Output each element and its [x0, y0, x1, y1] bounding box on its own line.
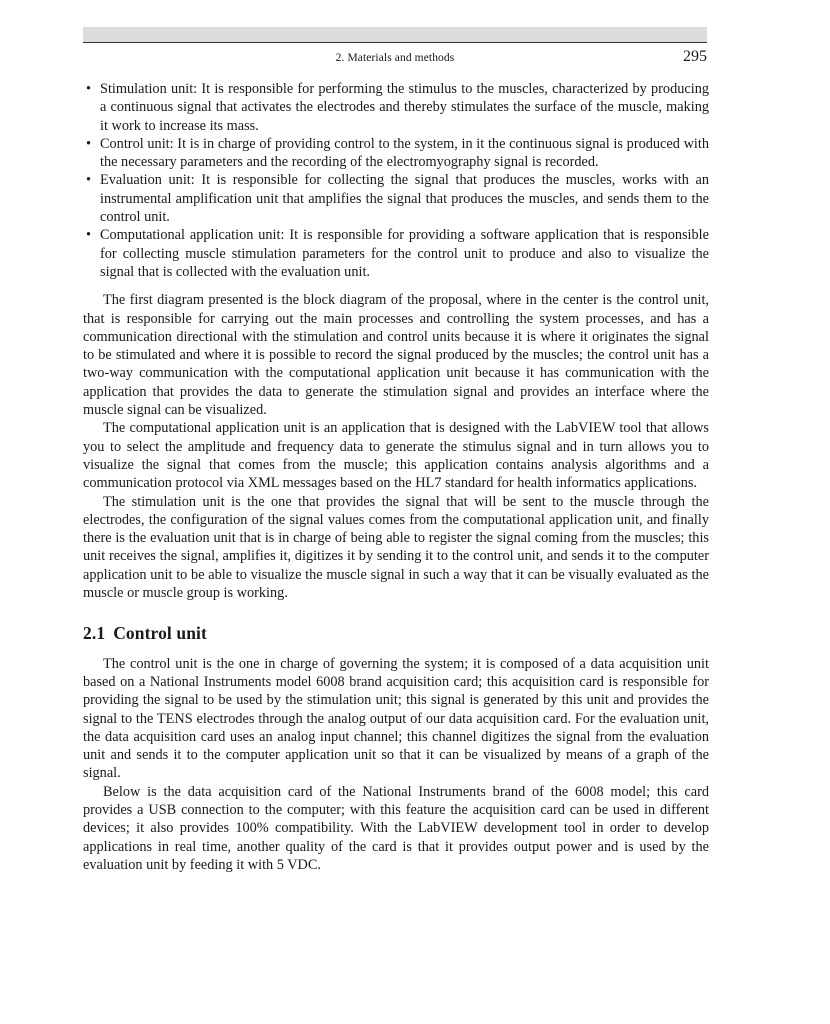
section-title: Control unit [113, 623, 207, 644]
bullet-icon: • [86, 81, 92, 97]
page-number: 295 [683, 48, 707, 65]
section-number: 2.1 [83, 623, 106, 644]
header-band [83, 27, 707, 42]
running-head-section: 2. Materials and methods [335, 52, 455, 64]
body-paragraph: Below is the data acquisition card of the National Instruments brand of the 6008 model; this card provides a USB connection to the computer; with this feature the acquisition card can be used in different devices; it also provides 100% compatibility. With the LabVIEW development tool in order to develop applications in real time, another quality of the card is that it provides output power and is used by the evaluation unit by feeding it with 5 VDC. [83, 783, 709, 873]
body-paragraph: The first diagram presented is the block diagram of the proposal, where in the center is the control unit, that is responsible for carrying out the main processes and controlling the system processes, and has a communication directional with the stimulation and control units because it is where it originates the signal to be stimulated and where it is possible to record the signal produced by the muscles; the control unit has a two-way communication with the computational application unit because it has communication with the application that provides the data to generate the stimulation signal and provides an interface where the muscle signal can be visualized. [83, 292, 709, 419]
bullet-icon: • [86, 172, 92, 189]
page-body [83, 80, 709, 874]
list-item: • Computational application unit: It is responsible for providing a software application that is responsible for collecting muscle stimulation parameters for the control unit to produce and also to visualize the signal that is collected with the evaluation unit. [86, 227, 709, 280]
bullet-icon: • [86, 135, 92, 152]
running-head [83, 50, 707, 70]
body-paragraph: The computational application unit is an application that is designed with the LabVIEW tool that allows you to select the amplitude and frequency data to generate the stimulus signal and in turn allows you to visualize the signal that comes from the muscle; this application contains analysis algorithms and a communication protocol via XML messages based on the HL7 standard for health informatics applications. [83, 420, 709, 492]
list-item: • Control unit: It is in charge of providing control to the system, in it the continuous signal is produced with the necessary parameters and the recording of the electromyography signal is recorded. [86, 135, 709, 171]
section-heading [83, 624, 709, 642]
body-paragraph: The control unit is the one in charge of governing the system; it is composed of a data acquisition unit based on a National Instruments model 6008 brand acquisition card; this acquisition card is responsible for providing the signal to be used by the stimulation unit; this signal is generated by this unit and provides the signal to the TENS electrodes through the analog output of our data acquisition card. For the evaluation unit, the data acquisition card uses an analog input channel; this channel digitizes the signal from the evaluation unit and sends it to the computer application unit so that it can be visualized by means of a graph of the signal. [83, 655, 709, 782]
bullet-list [83, 80, 709, 281]
body-paragraph: The stimulation unit is the one that provides the signal that will be sent to the muscle through the electrodes, the configuration of the signal values comes from the computational application unit, and finally there is the evaluation unit that is in charge of being able to register the signal coming from the muscles; this unit receives the signal, amplifies it, digitizes it by sending it to the control unit, and sends it to the computer application unit to be able to visualize the muscle signal in such a way that it can be visually evaluated as the muscle or muscle group is working. [83, 493, 709, 602]
list-item: • Evaluation unit: It is responsible for collecting the signal that produces the muscles, works with an instrumental amplification unit that amplifies the signal that produces the muscles, and sends them to the control unit. [86, 172, 709, 226]
header-rule [83, 42, 707, 43]
list-item: • Stimulation unit: It is responsible for performing the stimulus to the muscles, characterized by producing a continuous signal that activates the electrodes and thereby stimulates the surface of the muscle, making it work to increase its mass. [86, 81, 709, 134]
bullet-icon: • [86, 227, 92, 244]
